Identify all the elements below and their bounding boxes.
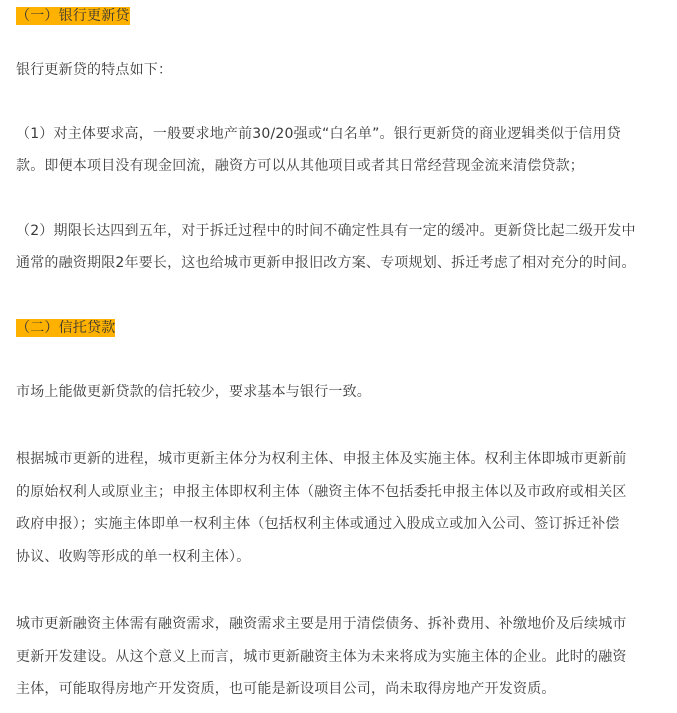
paragraph-subjects-line2: 的原始权利人或原业主；申报主体即权利主体（融资主体不包括委托申报主体以及市政府或相关区 <box>16 484 627 500</box>
paragraph-financing-line1: 城市更新融资主体需有融资需求，融资需求主要是用于清偿债务、拆补费用、补缴地价及后续城市 <box>16 616 627 632</box>
paragraph-financing-line3: 主体，可能取得房地产开发资质，也可能是新设项目公司，尚未取得房地产开发资质。 <box>16 681 556 697</box>
paragraph-point1-line2: 款。即便本项目没有现金回流，融资方可以从其他项目或者其日常经营现金流来清偿贷款； <box>16 158 584 174</box>
section-heading-bank-loan <box>16 6 130 26</box>
section-heading-trust-loan <box>16 318 115 338</box>
paragraph-point1-line1: （1）对主体要求高，一般要求地产前30/20强或“白名单”。银行更新贷的商业逻辑类似于信用贷 <box>16 126 621 142</box>
paragraph-financing-line2: 更新开发建设。从这个意义上而言，城市更新融资主体为未来将成为实施主体的企业。此时的融资 <box>16 649 627 665</box>
paragraph-point2-line1: （2）期限长达四到五年，对于拆迁过程中的时间不确定性具有一定的缓冲。更新贷比起二级开发中 <box>16 223 636 239</box>
paragraph-trust-market: 市场上能做更新贷款的信托较少，要求基本与银行一致。 <box>16 384 371 400</box>
paragraph-subjects-line3: 政府申报）；实施主体即单一权利主体（包括权利主体或通过入股成立或加入公司、签订拆迁补偿 <box>16 516 620 532</box>
paragraph-point2-line2: 通常的融资期限2年要长，这也给城市更新申报旧改方案、专项规划、拆迁考虑了相对充分的时间。 <box>16 255 636 271</box>
heading-highlight: （一）银行更新贷 <box>16 8 130 24</box>
paragraph-intro: 银行更新贷的特点如下： <box>16 62 173 78</box>
heading-highlight: （二）信托贷款 <box>16 320 116 336</box>
paragraph-subjects-line4: 协议、收购等形成的单一权利主体）。 <box>16 549 251 565</box>
paragraph-subjects-line1: 根据城市更新的进程，城市更新主体分为权利主体、申报主体及实施主体。权利主体即城市更新前 <box>16 451 627 467</box>
